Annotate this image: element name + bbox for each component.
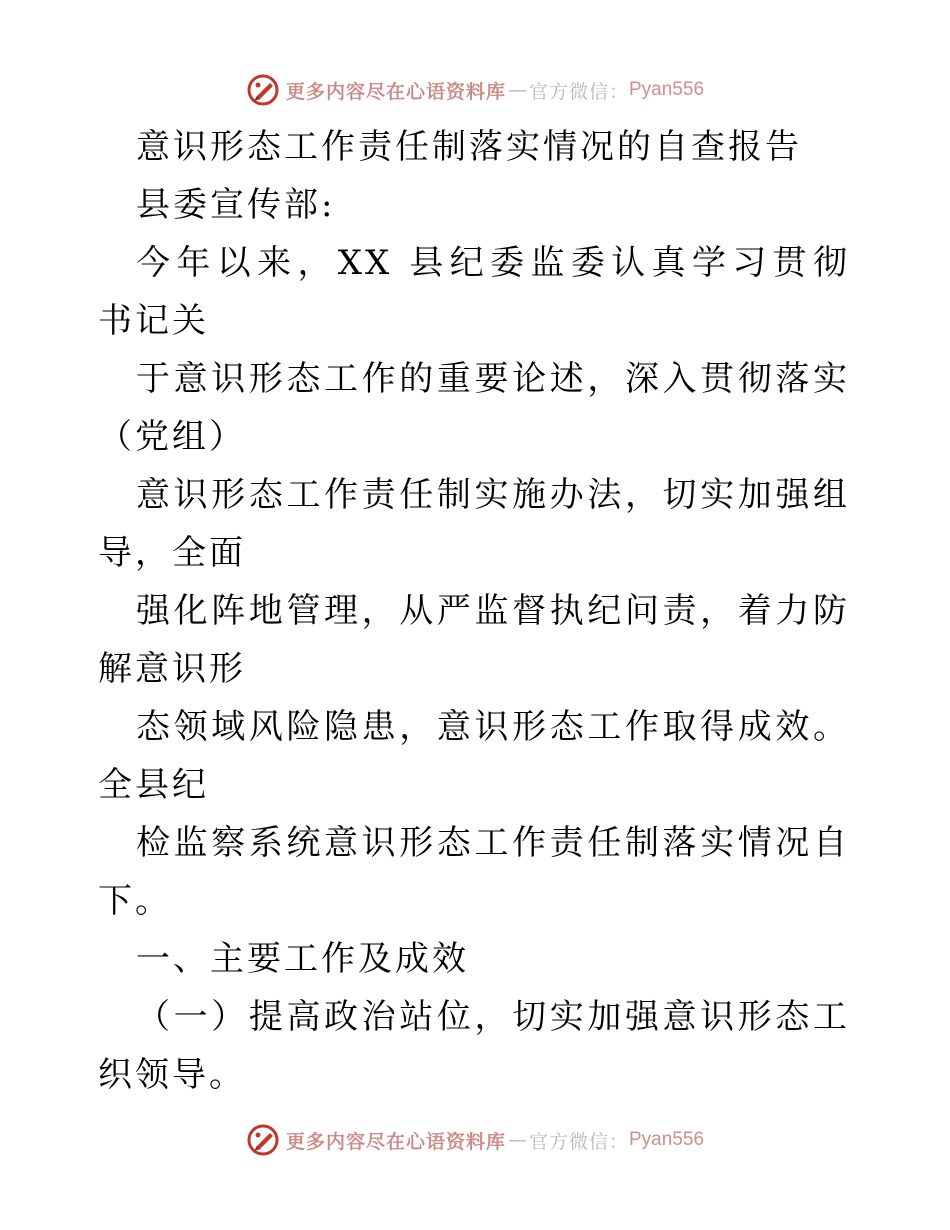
subsection-heading: （一）提高政治站位，切实加强意识形态工 <box>136 997 850 1037</box>
paragraph-line: 导，全面 <box>98 533 246 573</box>
section-heading: 一、主要工作及成效 <box>136 939 469 979</box>
banner-wechat-id: Pyan556 <box>629 79 705 100</box>
paragraph-line: 态领域风险隐患，意识形态工作取得成效。 <box>136 707 850 747</box>
paragraph-line: 于意识形态工作的重要论述，深入贯彻落实 <box>136 359 850 399</box>
banner-wechat-label: 官方微信： <box>528 1130 629 1153</box>
banner-wechat-id: Pyan556 <box>629 1129 705 1150</box>
paragraph-line: 书记关 <box>98 301 209 341</box>
logo-icon <box>246 73 280 107</box>
paragraph-line: 全县纪 <box>98 765 209 805</box>
document-title: 意识形态工作责任制落实情况的自查报告 <box>136 127 802 167</box>
paragraph-line: 下。 <box>98 881 172 921</box>
document-addressee: 县委宣传部: <box>136 185 336 225</box>
banner-wechat-label: 官方微信： <box>528 80 629 103</box>
paragraph-line: 解意识形 <box>98 649 246 689</box>
subsection-heading-continuation: 织领导。 <box>98 1055 246 1095</box>
paragraph-line: （党组） <box>98 417 246 457</box>
banner-text: 更多内容尽在心语资料库 <box>285 1130 506 1153</box>
logo-icon <box>246 1123 280 1157</box>
banner-text: 更多内容尽在心语资料库 <box>285 80 506 103</box>
banner-separator: — <box>507 1129 527 1151</box>
paragraph-line: 检监察系统意识形态工作责任制落实情况自 <box>136 823 850 863</box>
banner-separator: — <box>507 79 527 101</box>
document-body <box>98 118 850 1104</box>
header-banner <box>0 70 950 110</box>
footer-banner <box>0 1120 950 1160</box>
paragraph-line: 今年以来，XX 县纪委监委认真学习贯彻 <box>136 243 850 283</box>
paragraph-line: 强化阵地管理，从严监督执纪问责，着力防 <box>136 591 850 631</box>
paragraph-line: 意识形态工作责任制实施办法，切实加强组 <box>136 475 850 515</box>
